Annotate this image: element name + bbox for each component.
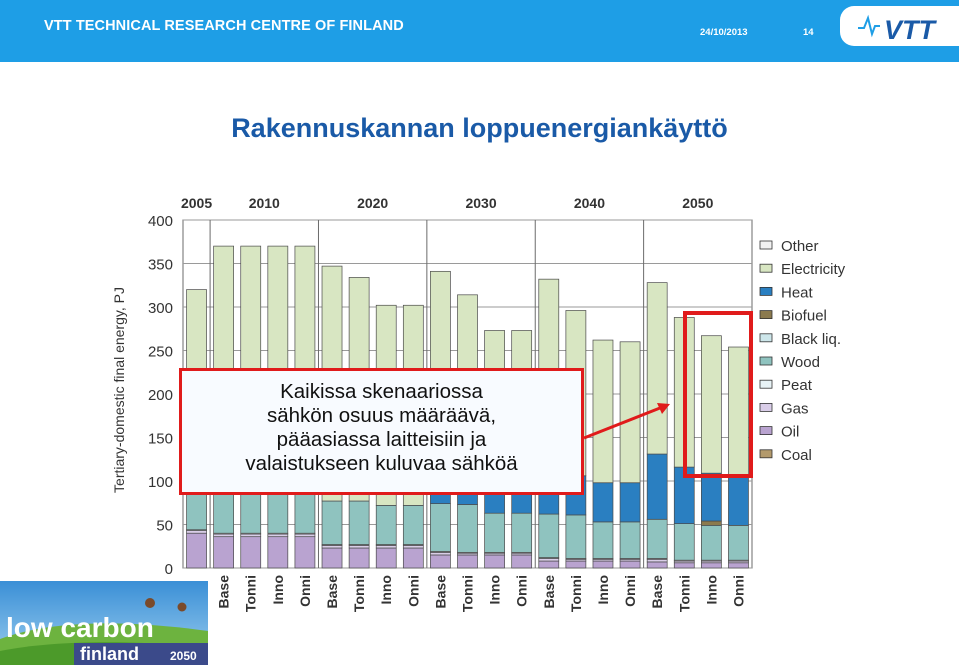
bar-segment-gas: [268, 534, 288, 537]
bar-segment-oil: [322, 548, 342, 568]
bar-segment-wood: [322, 501, 342, 545]
x-tick-label: Base: [540, 575, 557, 609]
bar-segment-wood: [647, 519, 667, 558]
bar-segment-electricity: [728, 347, 748, 478]
bar-segment-oil: [701, 563, 721, 568]
bar-segment-oil: [620, 561, 640, 568]
bar-segment-wood: [728, 525, 748, 560]
bar-segment-wood: [430, 504, 450, 552]
bar-segment-gas: [403, 545, 423, 548]
bar-segment-wood: [485, 513, 505, 552]
bar-segment-wood: [701, 525, 721, 560]
bar-segment-wood: [674, 524, 694, 561]
legend-swatch: [760, 427, 772, 435]
bar-segment-oil: [674, 563, 694, 568]
legend-label: Coal: [781, 446, 812, 464]
bar-segment-oil: [376, 548, 396, 568]
bar-segment-electricity: [701, 336, 721, 473]
logo-year: 2050: [170, 649, 197, 663]
x-tick-label: Onni: [296, 575, 313, 607]
y-tick-label: 150: [147, 430, 173, 448]
bar-segment-wood: [458, 504, 478, 552]
y-tick-label: 250: [147, 343, 173, 361]
x-tick-label: Inno: [378, 575, 395, 605]
bar-segment-oil: [403, 548, 423, 568]
legend-label: Black liq.: [781, 330, 842, 348]
page-title: Rakennuskannan loppuenergiankäyttö: [231, 113, 728, 143]
x-tick-label: Inno: [594, 575, 611, 605]
bar-segment-oil: [430, 555, 450, 568]
bar-segment-gas: [187, 531, 207, 534]
bar-segment-oil: [485, 555, 505, 568]
y-tick-label: 100: [147, 474, 173, 491]
legend-label: Oil: [781, 423, 800, 441]
bar-segment-wood: [376, 505, 396, 544]
bar-segment-biofuel: [701, 521, 721, 525]
legend-label: Peat: [781, 377, 812, 395]
group-label-2010: 2010: [248, 195, 280, 211]
bar-segment-wood: [620, 522, 640, 559]
callout-line-3: pääasiassa laitteisiin ja: [276, 428, 487, 451]
group-label-2005: 2005: [180, 195, 213, 211]
bar-segment-gas: [295, 534, 315, 537]
slide-number: 14: [803, 27, 814, 38]
bar-segment-oil: [349, 548, 369, 568]
logo-line-1: low carbon: [6, 612, 154, 643]
callout-line-1: Kaikissa skenaariossa: [280, 380, 483, 403]
legend-label: Biofuel: [781, 307, 827, 325]
bar-segment-gas: [430, 552, 450, 555]
y-tick-label: 400: [147, 213, 173, 230]
bar-segment-oil: [728, 563, 748, 568]
bar-segment-gas: [241, 534, 261, 537]
x-tick-label: Onni: [405, 575, 422, 607]
legend-swatch: [760, 264, 772, 272]
legend-label: Other: [781, 238, 819, 255]
x-tick-label: Onni: [730, 575, 747, 607]
bar-segment-oil: [458, 555, 478, 568]
legend-label: Gas: [781, 400, 809, 418]
figure-icon: [178, 603, 187, 612]
x-tick-label: Tonni: [242, 575, 259, 613]
legend-swatch: [760, 450, 772, 458]
bar-segment-wood: [512, 513, 532, 552]
logo-line-2: finland: [80, 644, 139, 664]
group-label-2030: 2030: [465, 195, 497, 211]
organization-name: VTT TECHNICAL RESEARCH CENTRE OF FINLAND: [44, 18, 404, 34]
legend-label: Wood: [781, 354, 820, 371]
bar-segment-electricity: [620, 342, 640, 483]
bar-segment-electricity: [593, 340, 613, 483]
x-tick-label: Inno: [269, 575, 286, 605]
x-tick-label: Inno: [703, 575, 720, 605]
bar-segment-gas: [376, 545, 396, 548]
y-tick-label: 350: [147, 256, 173, 274]
x-tick-label: Base: [215, 575, 232, 609]
legend-swatch: [760, 403, 772, 411]
bar-segment-gas: [539, 558, 559, 561]
bar-segment-gas: [349, 545, 369, 548]
chart-legend: [760, 238, 846, 464]
x-tick-label: Onni: [513, 575, 530, 607]
x-tick-label: Base: [432, 575, 449, 609]
callout-box: [179, 368, 584, 495]
y-tick-label: 300: [147, 300, 173, 317]
y-tick-label: 200: [147, 387, 173, 404]
legend-swatch: [760, 334, 772, 342]
bar-segment-heat: [728, 478, 748, 526]
bar-segment-wood: [539, 514, 559, 558]
bar-segment-oil: [268, 537, 288, 568]
bar-segment-electricity: [647, 283, 667, 454]
x-tick-label: Tonni: [351, 575, 368, 613]
bar-segment-gas: [647, 559, 667, 562]
y-axis-label: Tertiary-domestic final energy, PJ: [111, 287, 127, 493]
group-label-2020: 2020: [357, 195, 389, 211]
legend-swatch: [760, 311, 772, 319]
x-tick-label: Base: [324, 575, 341, 609]
bar-segment-oil: [241, 537, 261, 568]
x-tick-label: Inno: [486, 575, 503, 605]
legend-label: Electricity: [781, 261, 846, 279]
bar-segment-wood: [403, 505, 423, 544]
callout-line-2: sähkön osuus määräävä,: [266, 404, 497, 427]
bar-segment-oil: [593, 561, 613, 568]
bar-segment-wood: [349, 501, 369, 545]
y-tick-label: 50: [156, 517, 173, 535]
x-tick-label: Tonni: [567, 575, 584, 613]
slide-date: 24/10/2013: [700, 27, 748, 38]
bar-segment-oil: [214, 537, 234, 568]
bar-segment-gas: [214, 534, 234, 537]
low-carbon-finland-logo: [0, 581, 208, 665]
group-label-2050: 2050: [682, 195, 714, 211]
bar-segment-heat: [620, 483, 640, 522]
bar-segment-oil: [512, 555, 532, 568]
x-tick-label: Tonni: [459, 575, 476, 613]
group-label-2040: 2040: [573, 195, 606, 211]
legend-label: Heat: [781, 284, 813, 302]
bar-segment-wood: [593, 522, 613, 559]
bar-segment-heat: [593, 483, 613, 522]
legend-swatch: [760, 380, 772, 388]
bar-segment-gas: [322, 545, 342, 548]
x-tick-label: Tonni: [676, 575, 693, 613]
figure-icon: [145, 598, 155, 608]
x-tick-label: Base: [649, 575, 666, 609]
callout-line-4: valaistukseen kuluvaa sähköä: [245, 452, 518, 475]
legend-swatch: [760, 357, 772, 365]
bar-segment-heat: [701, 473, 721, 521]
bar-segment-oil: [539, 561, 559, 568]
bar-segment-oil: [566, 561, 586, 568]
bar-segment-heat: [647, 454, 667, 519]
legend-swatch: [760, 287, 772, 295]
legend-swatch: [760, 241, 772, 249]
y-tick-label: 0: [164, 561, 173, 578]
x-tick-label: Onni: [622, 575, 639, 607]
bar-segment-wood: [566, 515, 586, 559]
bar-segment-oil: [295, 537, 315, 568]
vtt-logo-text: VTT: [884, 15, 935, 45]
bar-segment-oil: [187, 533, 207, 568]
bar-segment-oil: [647, 562, 667, 568]
